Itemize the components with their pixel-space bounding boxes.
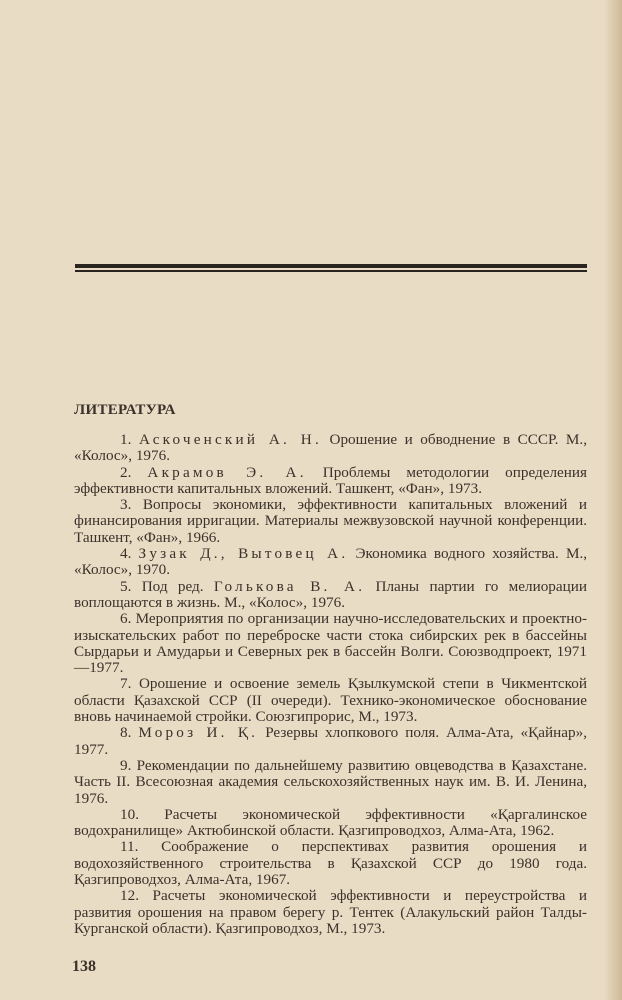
reference-text: Расчеты экономической эффективности «Қаргалинское водохранилище» Актюбинской области. Қазгипроводхоз, Алма-Ата, 1962. [74,805,587,840]
reference-item [74,807,587,840]
reference-item [74,839,587,888]
reference-number: 9. [120,756,132,774]
section-heading: ЛИТЕРАТУРА [74,402,176,418]
reference-author: Акрамов Э. А. [147,463,307,481]
reference-number: 2. [120,463,132,481]
reference-item [74,432,587,465]
reference-item [74,888,587,937]
section-rule-thick [75,264,587,268]
reference-item [74,676,587,725]
reference-text: Экономика водного хозяйства. М., «Колос», 1970. [74,545,588,579]
reference-item [74,465,587,498]
reference-text: Вопросы экономики, эффективности капитальных вложений и финансирования ирригации. Материалы межвузовской научной конференции. Ташкент, «Фан», 1966. [74,496,587,546]
reference-text: Соображение о перспективах развития орошения и водохозяйственного строительства в Қазахской ССР до 1980 года. Қазгипроводхоз, Алма-Ата, 1967. [74,838,588,889]
reference-text: Орошение и освоение земель Қзылкумской степи в Чикментской области Қазахской ССР (II очереди). Технико-экономическое обоснование вновь начинаемой стройки. Союзгипрорис, М., 1973. [74,675,587,726]
reference-text: Рекомендации по дальнейшему развитию овцеводства в Қазахстане. Часть II. Всесоюзная академия сельскохозяйственных наук им. В. И. Ленина, 1976. [74,756,587,807]
reference-author: Голькова В. А. [213,577,366,595]
reference-author: Мороз И. Қ. [138,724,259,742]
reference-number: 8. [120,724,132,742]
reference-item [74,725,587,758]
reference-number: 10. [120,805,139,823]
reference-number: 7. [120,675,132,693]
reference-text: Мероприятия по организации научно-исследовательских и проектно-изыскательских работ по переброске части стока сибирских рек в бассейны Сырдарьи и Амударьи и Северных рек в бассейн Волги. Союзводпроект, 1971—1977. [74,610,587,677]
reference-editor-prefix: Под ред. [141,577,204,595]
reference-item [74,579,587,612]
reference-number: 4. [120,545,132,563]
reference-text: Планы партии го мелиорации воплощаются в жизнь. М., «Колос», 1976. [74,577,588,611]
reference-number: 6. [120,610,132,628]
reference-number: 1. [120,431,132,448]
reference-text: Проблемы методологии определения эффективности капитальных вложений. Ташкент, «Фан», 1973. [74,463,588,497]
reference-item [74,497,587,546]
reference-author: Аскоченский А. Н. [138,431,322,448]
reference-text: Орошение и обводнение в СССР. М., «Колос», 1976. [74,431,588,465]
page-edge-shadow [604,0,622,1000]
reference-item [74,758,587,807]
reference-text: Резервы хлопкового поля. Алма-Ата, «Қайнар», 1977. [74,724,587,758]
section-rule-thin [75,270,587,272]
reference-number: 5. [120,577,132,595]
reference-item [74,546,587,579]
page-number: 138 [72,958,96,975]
reference-item [74,611,587,676]
reference-number: 3. [120,496,132,514]
reference-list [74,432,587,937]
reference-author: Зузак Д., Вытовец А. [138,545,349,563]
reference-number: 11. [120,838,139,856]
reference-text: Расчеты экономической эффективности и переустройства и развития орошения на правом берегу р. Тентек (Алакульский район Талды-Курганской области). Қазгипроводхоз, М., 1973. [74,887,588,937]
reference-number: 12. [120,887,139,905]
